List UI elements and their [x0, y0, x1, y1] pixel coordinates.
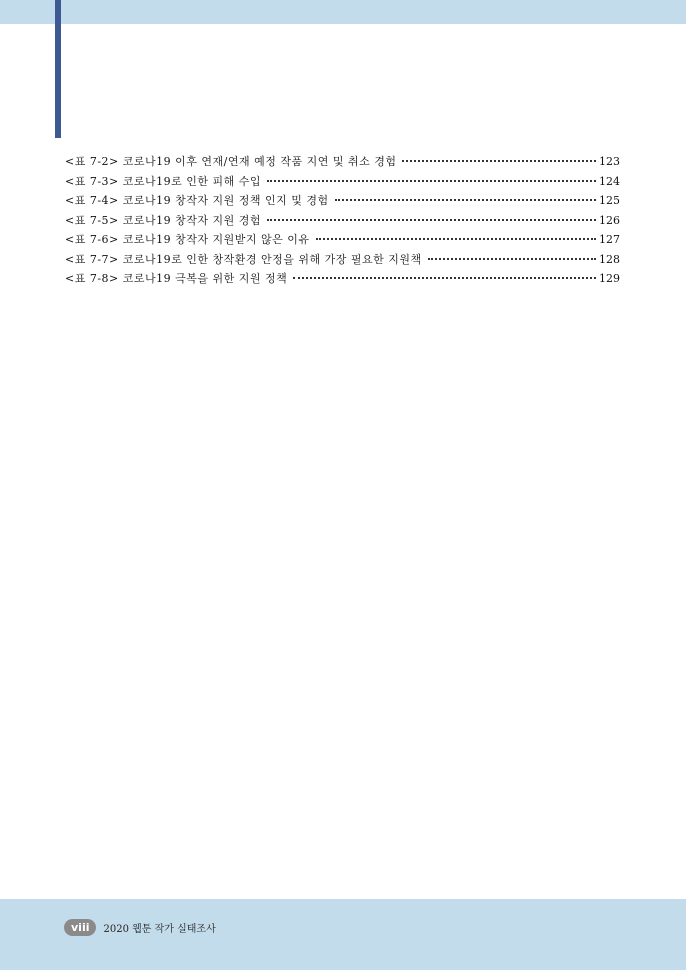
toc-entry-label: <표 7-4> 코로나19 창작자 지원 정책 인지 및 경험 [65, 194, 329, 207]
page-footer [64, 919, 216, 936]
toc-entry[interactable] [65, 172, 620, 192]
page-number-badge: viii [64, 919, 96, 936]
dot-leader [428, 258, 596, 260]
dot-leader [293, 277, 596, 279]
footer-report-title: 2020 웹툰 작가 실태조사 [103, 924, 216, 935]
dot-leader [267, 180, 596, 182]
toc-entry-page: 126 [599, 213, 620, 227]
dot-leader [316, 238, 596, 240]
toc-entry-page: 128 [599, 252, 620, 266]
dot-leader [402, 160, 596, 162]
toc-entry-label: <표 7-2> 코로나19 이후 연재/연재 예정 작품 지연 및 취소 경험 [65, 155, 397, 168]
toc-entry-label: <표 7-8> 코로나19 극복을 위한 지원 정책 [65, 272, 288, 285]
header-band [0, 0, 686, 24]
dot-leader [267, 219, 596, 221]
toc-entry[interactable] [65, 211, 620, 231]
toc-entry-label: <표 7-6> 코로나19 창작자 지원받지 않은 이유 [65, 233, 310, 246]
toc-entry-label: <표 7-5> 코로나19 창작자 지원 경험 [65, 213, 262, 227]
toc-entry-label: <표 7-7> 코로나19로 인한 창작환경 안정을 위해 가장 필요한 지원책 [65, 252, 422, 266]
toc-entry-page: 125 [599, 194, 620, 207]
toc-entry[interactable] [65, 250, 620, 270]
toc-entry-page: 124 [599, 174, 620, 188]
toc-entry[interactable] [65, 230, 620, 250]
toc-entry-page: 129 [599, 272, 620, 285]
toc-entry[interactable] [65, 152, 620, 172]
toc-entry[interactable] [65, 191, 620, 211]
toc-entry-page: 123 [599, 155, 620, 168]
toc-entry[interactable] [65, 269, 620, 289]
toc-entry-label: <표 7-3> 코로나19로 인한 피해 수입 [65, 174, 262, 188]
dot-leader [335, 199, 596, 201]
toc-entry-page: 127 [599, 233, 620, 246]
table-of-contents [65, 152, 620, 289]
chapter-accent-bar [55, 0, 61, 138]
